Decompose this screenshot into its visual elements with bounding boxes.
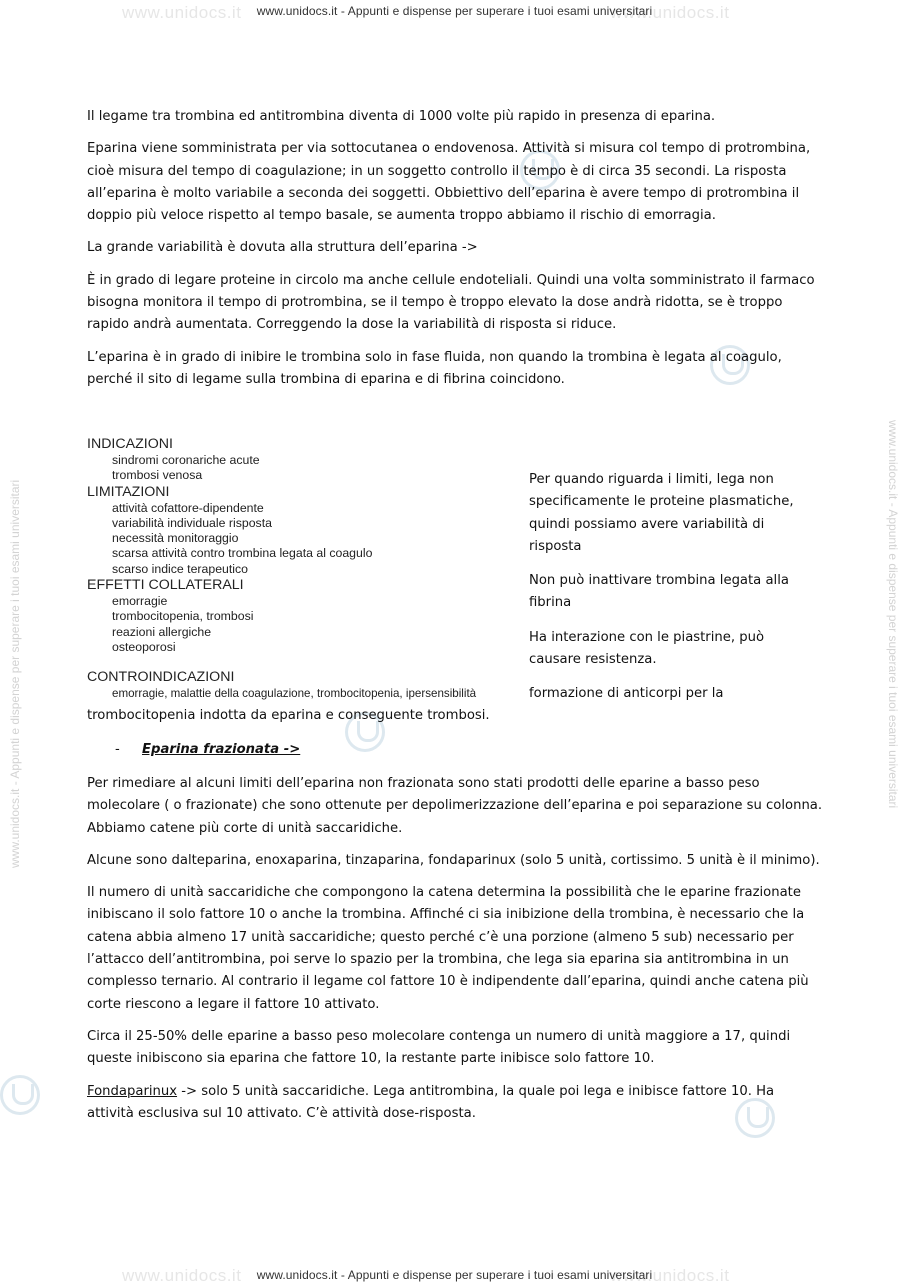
figure-item: osteoporosi [112, 639, 176, 654]
paragraph: È in grado di legare proteine in circolo ma anche cellule endoteliali. Quindi una volta somministrato il farmaco bisogna monitora il tempo di protrombina, se il tempo è troppo elevato la dose andrà ridotta, se è troppo rapido andrà aumentata. Correggendo la dose la variabilità di risposta si riduce. [87, 272, 815, 333]
side-note: Ha interazione con le piastrine, può causare resistenza. [529, 629, 765, 668]
paragraph-fondaparinux [87, 1081, 825, 1126]
side-note: Non può inattivare trombina legata alla fibrina [529, 573, 789, 611]
paragraph: Eparina viene somministrata per via sottocutanea o endovenosa. Attività si misura col tempo di protrombina, cioè misura del tempo di coagulazione; in un soggetto controllo il tempo è di circa 35 secondi. La risposta all’eparina è molto variabile a seconda dei soggetti. Obbiettivo dell’eparina è avere tempo di protrombina il doppio più veloce rispetto al tempo basale, se aumenta troppo abbiamo il rischio di emorragia. [87, 141, 811, 224]
figure-heading: INDICAZIONI [87, 436, 173, 452]
figure-item: trombocitopenia, trombosi [112, 609, 254, 624]
paragraph: Circa il 25-50% delle eparine a basso peso molecolare contenga un numero di unità maggiore a 17, quindi queste inibiscono sia eparina che fattore 10, la restante parte inibisce solo fattore 10. [87, 1028, 791, 1067]
figure-item: reazioni allergiche [112, 624, 212, 639]
watermark-side-right: www.unidocs.it - Appunti e dispense per superare i tuoi esami universitari [886, 420, 900, 809]
lower-text [87, 773, 825, 1135]
figure-item: emorragie, malattie della coagulazione, trombocitopenia, ipersensibilità [112, 687, 477, 701]
figure-item: attività cofattore-dipendente [112, 500, 264, 515]
section-bullet [115, 739, 300, 761]
figure-item: scarso indice terapeutico [112, 561, 249, 576]
figure-item: sindromi coronariche acute [112, 453, 260, 467]
watermark-bottom-left: www.unidocs.it [122, 1266, 242, 1285]
figure-item: necessità monitoraggio [112, 531, 239, 546]
fondaparinux-term: Fondaparinux [87, 1083, 178, 1099]
heparin-summary-figure [87, 436, 517, 702]
figure-item: emorragie [112, 594, 168, 609]
figure-item: trombosi venosa [112, 468, 203, 483]
upper-text [87, 106, 822, 401]
unidocs-logo-watermark [0, 1075, 40, 1115]
watermark-side-left: www.unidocs.it - Appunti e dispense per superare i tuoi esami universitari [8, 479, 22, 868]
fondaparinux-text: -> solo 5 unità saccaridiche. Lega antitrombina, la quale poi lega e inibisce fattore 10. Ha attività esclusiva sul 10 attivato. C’è attività dose-risposta. [87, 1083, 775, 1121]
figure-heading: LIMITAZIONI [87, 483, 170, 500]
paragraph: Il legame tra trombina ed antitrombina diventa di 1000 volte più rapido in presenza di eparina. [87, 109, 716, 124]
page-footer: www.unidocs.it - Appunti e dispense per superare i tuoi esami universitari [256, 1268, 653, 1282]
page-header: www.unidocs.it - Appunti e dispense per superare i tuoi esami universitari [256, 4, 653, 18]
watermark-top-right: www.unidocs.it [610, 3, 730, 22]
watermark-top-left: www.unidocs.it [122, 3, 242, 22]
figure-heading: CONTROINDICAZIONI [87, 669, 235, 686]
paragraph: Per rimediare al alcuni limiti dell’eparina non frazionata sono stati prodotti delle eparine a basso peso molecolare ( o frazionate) che sono ottenute per depolimerizzazione dell’eparina e poi separazione su colonna. Abbiamo catene più corte di unità saccaridiche. [87, 776, 823, 836]
side-note: formazione di anticorpi per la [529, 686, 724, 702]
side-note: Per quando riguarda i limiti, lega non specificamente le proteine plasmatiche, quindi possiamo avere variabilità di risposta [529, 472, 794, 554]
bullet-dash: - [115, 742, 120, 757]
section-title: Eparina frazionata -> [142, 742, 301, 757]
paragraph: Alcune sono dalteparina, enoxaparina, tinzaparina, fondaparinux (solo 5 unità, cortissimo. 5 unità è il minimo). [87, 852, 820, 868]
figure-continuation-text: trombocitopenia indotta da eparina e conseguente trombosi. [87, 708, 490, 723]
paragraph: Il numero di unità saccaridiche che compongono la catena determina la possibilità che le eparine frazionate inibiscano il solo fattore 10 o anche la trombina. Affinché ci sia inibizione della trombina, è necessario che la catena abbia almeno 17 unità saccaridiche; questo perché c’è una porzione (almeno 5 sub) necessario per l’attacco dell’antitrombina, poi serve lo spazio per la trombina, che lega sia eparina sia antitrombina in un complesso ternario. Al contrario il legame col fattore 10 è indipendente dall’eparina, quindi anche catena più corte riescono a legare il fattore 10 attivato. [87, 885, 809, 1012]
figure-item: scarsa attività contro trombina legata al coagulo [112, 546, 373, 561]
paragraph: La grande variabilità è dovuta alla struttura dell’eparina -> [87, 240, 478, 256]
watermark-bottom-right: www.unidocs.it [610, 1266, 730, 1285]
figure-heading: EFFETTI COLLATERALI [87, 577, 244, 594]
paragraph: L’eparina è in grado di inibire le trombina solo in fase fluida, non quando la trombina è legata al coagulo, perché il sito di legame sulla trombina di eparina e di fibrina coincidono. [87, 349, 782, 387]
figure-item: variabilità individuale risposta [112, 515, 272, 530]
side-notes [529, 469, 819, 718]
